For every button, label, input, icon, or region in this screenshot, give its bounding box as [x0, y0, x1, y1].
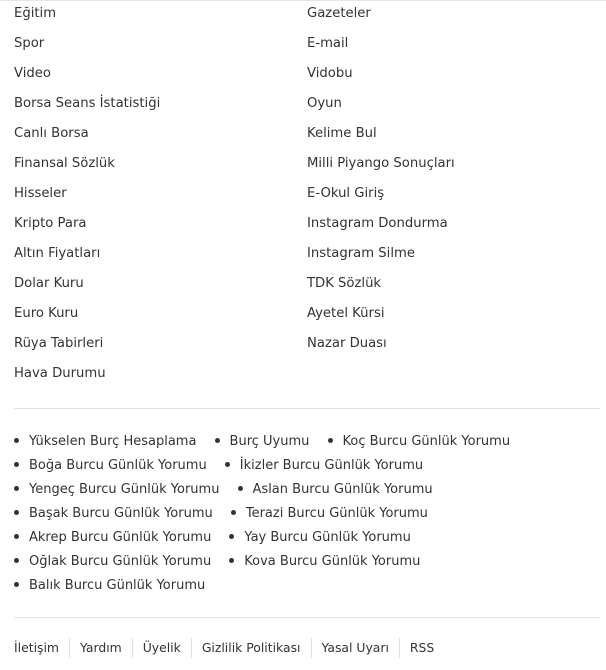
footer-separator	[311, 638, 312, 658]
horoscope-item	[231, 502, 428, 526]
horoscope-item	[229, 526, 410, 550]
footer-link-gizlilik[interactable]: Gizlilik Politikası	[201, 640, 301, 655]
site-link[interactable]: Canlı Borsa	[14, 126, 89, 141]
bullet-icon	[14, 558, 19, 563]
section-divider	[14, 617, 600, 618]
horoscope-item	[328, 430, 511, 454]
horoscope-item	[14, 574, 205, 598]
site-link[interactable]: Instagram Silme	[307, 246, 415, 261]
site-link[interactable]: Ayetel Kürsi	[307, 306, 385, 321]
bullet-icon	[14, 582, 19, 587]
site-link[interactable]: Oyun	[307, 96, 342, 111]
footer-item	[410, 638, 434, 658]
bullet-icon	[14, 438, 19, 443]
bullet-icon	[14, 510, 19, 515]
bullet-icon	[229, 558, 234, 563]
site-links-left-column	[14, 1, 160, 391]
bullet-icon	[215, 438, 220, 443]
horoscope-links	[14, 430, 604, 598]
horoscope-link[interactable]: Balık Burcu Günlük Yorumu	[29, 578, 206, 593]
site-link[interactable]: E-mail	[307, 36, 349, 51]
footer-item	[14, 638, 59, 658]
bullet-icon	[14, 486, 19, 491]
site-link[interactable]: Video	[14, 66, 51, 81]
horoscope-item	[238, 478, 433, 502]
site-link[interactable]: Altın Fiyatları	[14, 246, 101, 261]
bullet-icon	[238, 486, 243, 491]
horoscope-link[interactable]: Başak Burcu Günlük Yorumu	[29, 506, 213, 521]
bullet-icon	[14, 462, 19, 467]
horoscope-item	[14, 526, 211, 550]
footer-separator	[69, 638, 70, 658]
site-link[interactable]: Finansal Sözlük	[14, 156, 115, 171]
site-link[interactable]: E-Okul Giriş	[307, 186, 385, 201]
horoscope-item	[14, 502, 213, 526]
bullet-icon	[225, 462, 230, 467]
site-link[interactable]: Eğitim	[14, 6, 57, 21]
bullet-icon	[14, 534, 19, 539]
horoscope-item	[14, 430, 196, 454]
horoscope-item	[14, 454, 207, 478]
site-link[interactable]: Hisseler	[14, 186, 67, 201]
footer-item	[322, 638, 389, 658]
horoscope-link[interactable]: Boğa Burcu Günlük Yorumu	[29, 458, 207, 473]
footer-item	[80, 638, 122, 658]
footer-link-yardim[interactable]: Yardım	[80, 640, 122, 655]
site-link[interactable]: Rüya Tabirleri	[14, 336, 104, 351]
site-link[interactable]: Nazar Duası	[307, 336, 387, 351]
site-link[interactable]: Kelime Bul	[307, 126, 377, 141]
footer-nav	[14, 638, 434, 658]
horoscope-link[interactable]: Terazi Burcu Günlük Yorumu	[245, 506, 428, 521]
site-link[interactable]: TDK Sözlük	[307, 276, 382, 291]
horoscope-link[interactable]: Akrep Burcu Günlük Yorumu	[29, 530, 212, 545]
site-link[interactable]: Vidobu	[307, 66, 353, 81]
site-link[interactable]: Dolar Kuru	[14, 276, 84, 291]
site-link[interactable]: Euro Kuru	[14, 306, 79, 321]
horoscope-link[interactable]: Oğlak Burcu Günlük Yorumu	[29, 554, 212, 569]
site-link[interactable]: Hava Durumu	[14, 366, 106, 381]
horoscope-item	[229, 550, 420, 574]
footer-link-rss[interactable]: RSS	[409, 640, 435, 655]
footer-link-yasal-uyari[interactable]: Yasal Uyarı	[321, 640, 389, 655]
site-link[interactable]: Borsa Seans İstatistiği	[14, 96, 161, 111]
site-link[interactable]: Kripto Para	[14, 216, 87, 231]
footer-separator	[132, 638, 133, 658]
horoscope-link[interactable]: Yükselen Burç Hesaplama	[29, 434, 197, 449]
horoscope-link[interactable]: Burç Uyumu	[229, 434, 310, 449]
horoscope-item	[215, 430, 310, 454]
horoscope-link[interactable]: Yengeç Burcu Günlük Yorumu	[29, 482, 220, 497]
site-links-right-column	[307, 1, 455, 361]
horoscope-link[interactable]: Kova Burcu Günlük Yorumu	[244, 554, 421, 569]
horoscope-item	[14, 478, 219, 502]
footer-link-iletisim[interactable]: İletişim	[14, 640, 59, 655]
footer-separator	[399, 638, 400, 658]
site-link[interactable]: Spor	[14, 36, 45, 51]
site-link[interactable]: Instagram Dondurma	[307, 216, 448, 231]
bullet-icon	[231, 510, 236, 515]
horoscope-link[interactable]: Aslan Burcu Günlük Yorumu	[252, 482, 433, 497]
horoscope-item	[225, 454, 423, 478]
horoscope-link[interactable]: Yay Burcu Günlük Yorumu	[244, 530, 411, 545]
footer-item	[202, 638, 301, 658]
footer-item	[143, 638, 181, 658]
bullet-icon	[328, 438, 333, 443]
footer-link-uyelik[interactable]: Üyelik	[142, 640, 181, 655]
site-link[interactable]: Milli Piyango Sonuçları	[307, 156, 455, 171]
footer-separator	[191, 638, 192, 658]
site-link[interactable]: Gazeteler	[307, 6, 371, 21]
bullet-icon	[229, 534, 234, 539]
horoscope-link[interactable]: İkizler Burcu Günlük Yorumu	[239, 458, 424, 473]
horoscope-link[interactable]: Koç Burcu Günlük Yorumu	[342, 434, 511, 449]
horoscope-item	[14, 550, 211, 574]
section-divider	[14, 408, 600, 409]
